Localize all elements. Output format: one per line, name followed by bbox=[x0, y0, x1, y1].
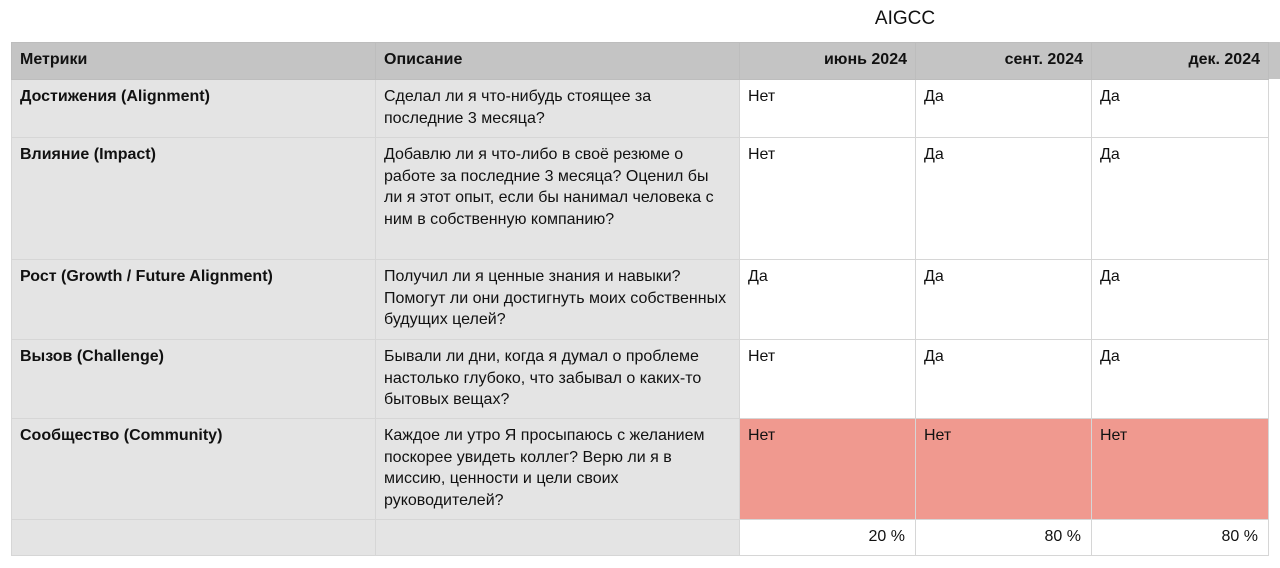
description-cell: Добавлю ли я что-либо в своё резюме о работе за последние 3 месяца? Оценил бы ли я этот опыт, если бы нанимал человека с ним в собственную компанию? bbox=[376, 138, 740, 260]
total-percent-dec: 80 % bbox=[1092, 520, 1269, 556]
table-row bbox=[12, 138, 1269, 260]
value-cell: Да bbox=[1092, 340, 1269, 419]
header-period-dec: дек. 2024 bbox=[1092, 43, 1269, 80]
table-row bbox=[12, 419, 1269, 520]
value-cell: Да bbox=[916, 80, 1092, 138]
header-description: Описание bbox=[376, 43, 740, 80]
metric-cell: Влияние (Impact) bbox=[12, 138, 376, 260]
value-cell-negative: Нет bbox=[916, 419, 1092, 520]
value-cell-negative: Нет bbox=[740, 419, 916, 520]
value-cell: Нет bbox=[740, 80, 916, 138]
table-row bbox=[12, 340, 1269, 419]
value-cell: Да bbox=[1092, 80, 1269, 138]
value-cell: Да bbox=[916, 138, 1092, 260]
value-cell: Да bbox=[916, 260, 1092, 340]
header-row bbox=[12, 43, 1269, 80]
metrics-table bbox=[11, 42, 1269, 556]
description-cell: Сделал ли я что-нибудь стоящее за последние 3 месяца? bbox=[376, 80, 740, 138]
header-edge bbox=[1268, 42, 1280, 79]
totals-label-cell bbox=[12, 520, 376, 556]
value-cell: Да bbox=[740, 260, 916, 340]
total-percent-june: 20 % bbox=[740, 520, 916, 556]
metric-cell: Сообщество (Community) bbox=[12, 419, 376, 520]
header-period-june: июнь 2024 bbox=[740, 43, 916, 80]
value-cell: Нет bbox=[740, 340, 916, 419]
table-title: AIGCC bbox=[874, 8, 936, 29]
totals-description-cell bbox=[376, 520, 740, 556]
table-row bbox=[12, 80, 1269, 138]
totals-row bbox=[12, 520, 1269, 556]
description-cell: Бывали ли дни, когда я думал о проблеме настолько глубоко, что забывал о каких-то бытовых вещах? bbox=[376, 340, 740, 419]
value-cell: Нет bbox=[740, 138, 916, 260]
metric-cell: Рост (Growth / Future Alignment) bbox=[12, 260, 376, 340]
header-metric: Метрики bbox=[12, 43, 376, 80]
description-cell: Получил ли я ценные знания и навыки? Помогут ли они достигнуть моих собственных будущих целей? bbox=[376, 260, 740, 340]
value-cell: Да bbox=[1092, 138, 1269, 260]
metric-cell: Вызов (Challenge) bbox=[12, 340, 376, 419]
value-cell: Да bbox=[1092, 260, 1269, 340]
table-row bbox=[12, 260, 1269, 340]
description-cell: Каждое ли утро Я просыпаюсь с желанием поскорее увидеть коллег? Верю ли я в миссию, ценности и цели своих руководителей? bbox=[376, 419, 740, 520]
value-cell: Да bbox=[916, 340, 1092, 419]
metric-cell: Достижения (Alignment) bbox=[12, 80, 376, 138]
header-period-sept: сент. 2024 bbox=[916, 43, 1092, 80]
total-percent-sept: 80 % bbox=[916, 520, 1092, 556]
value-cell-negative: Нет bbox=[1092, 419, 1269, 520]
